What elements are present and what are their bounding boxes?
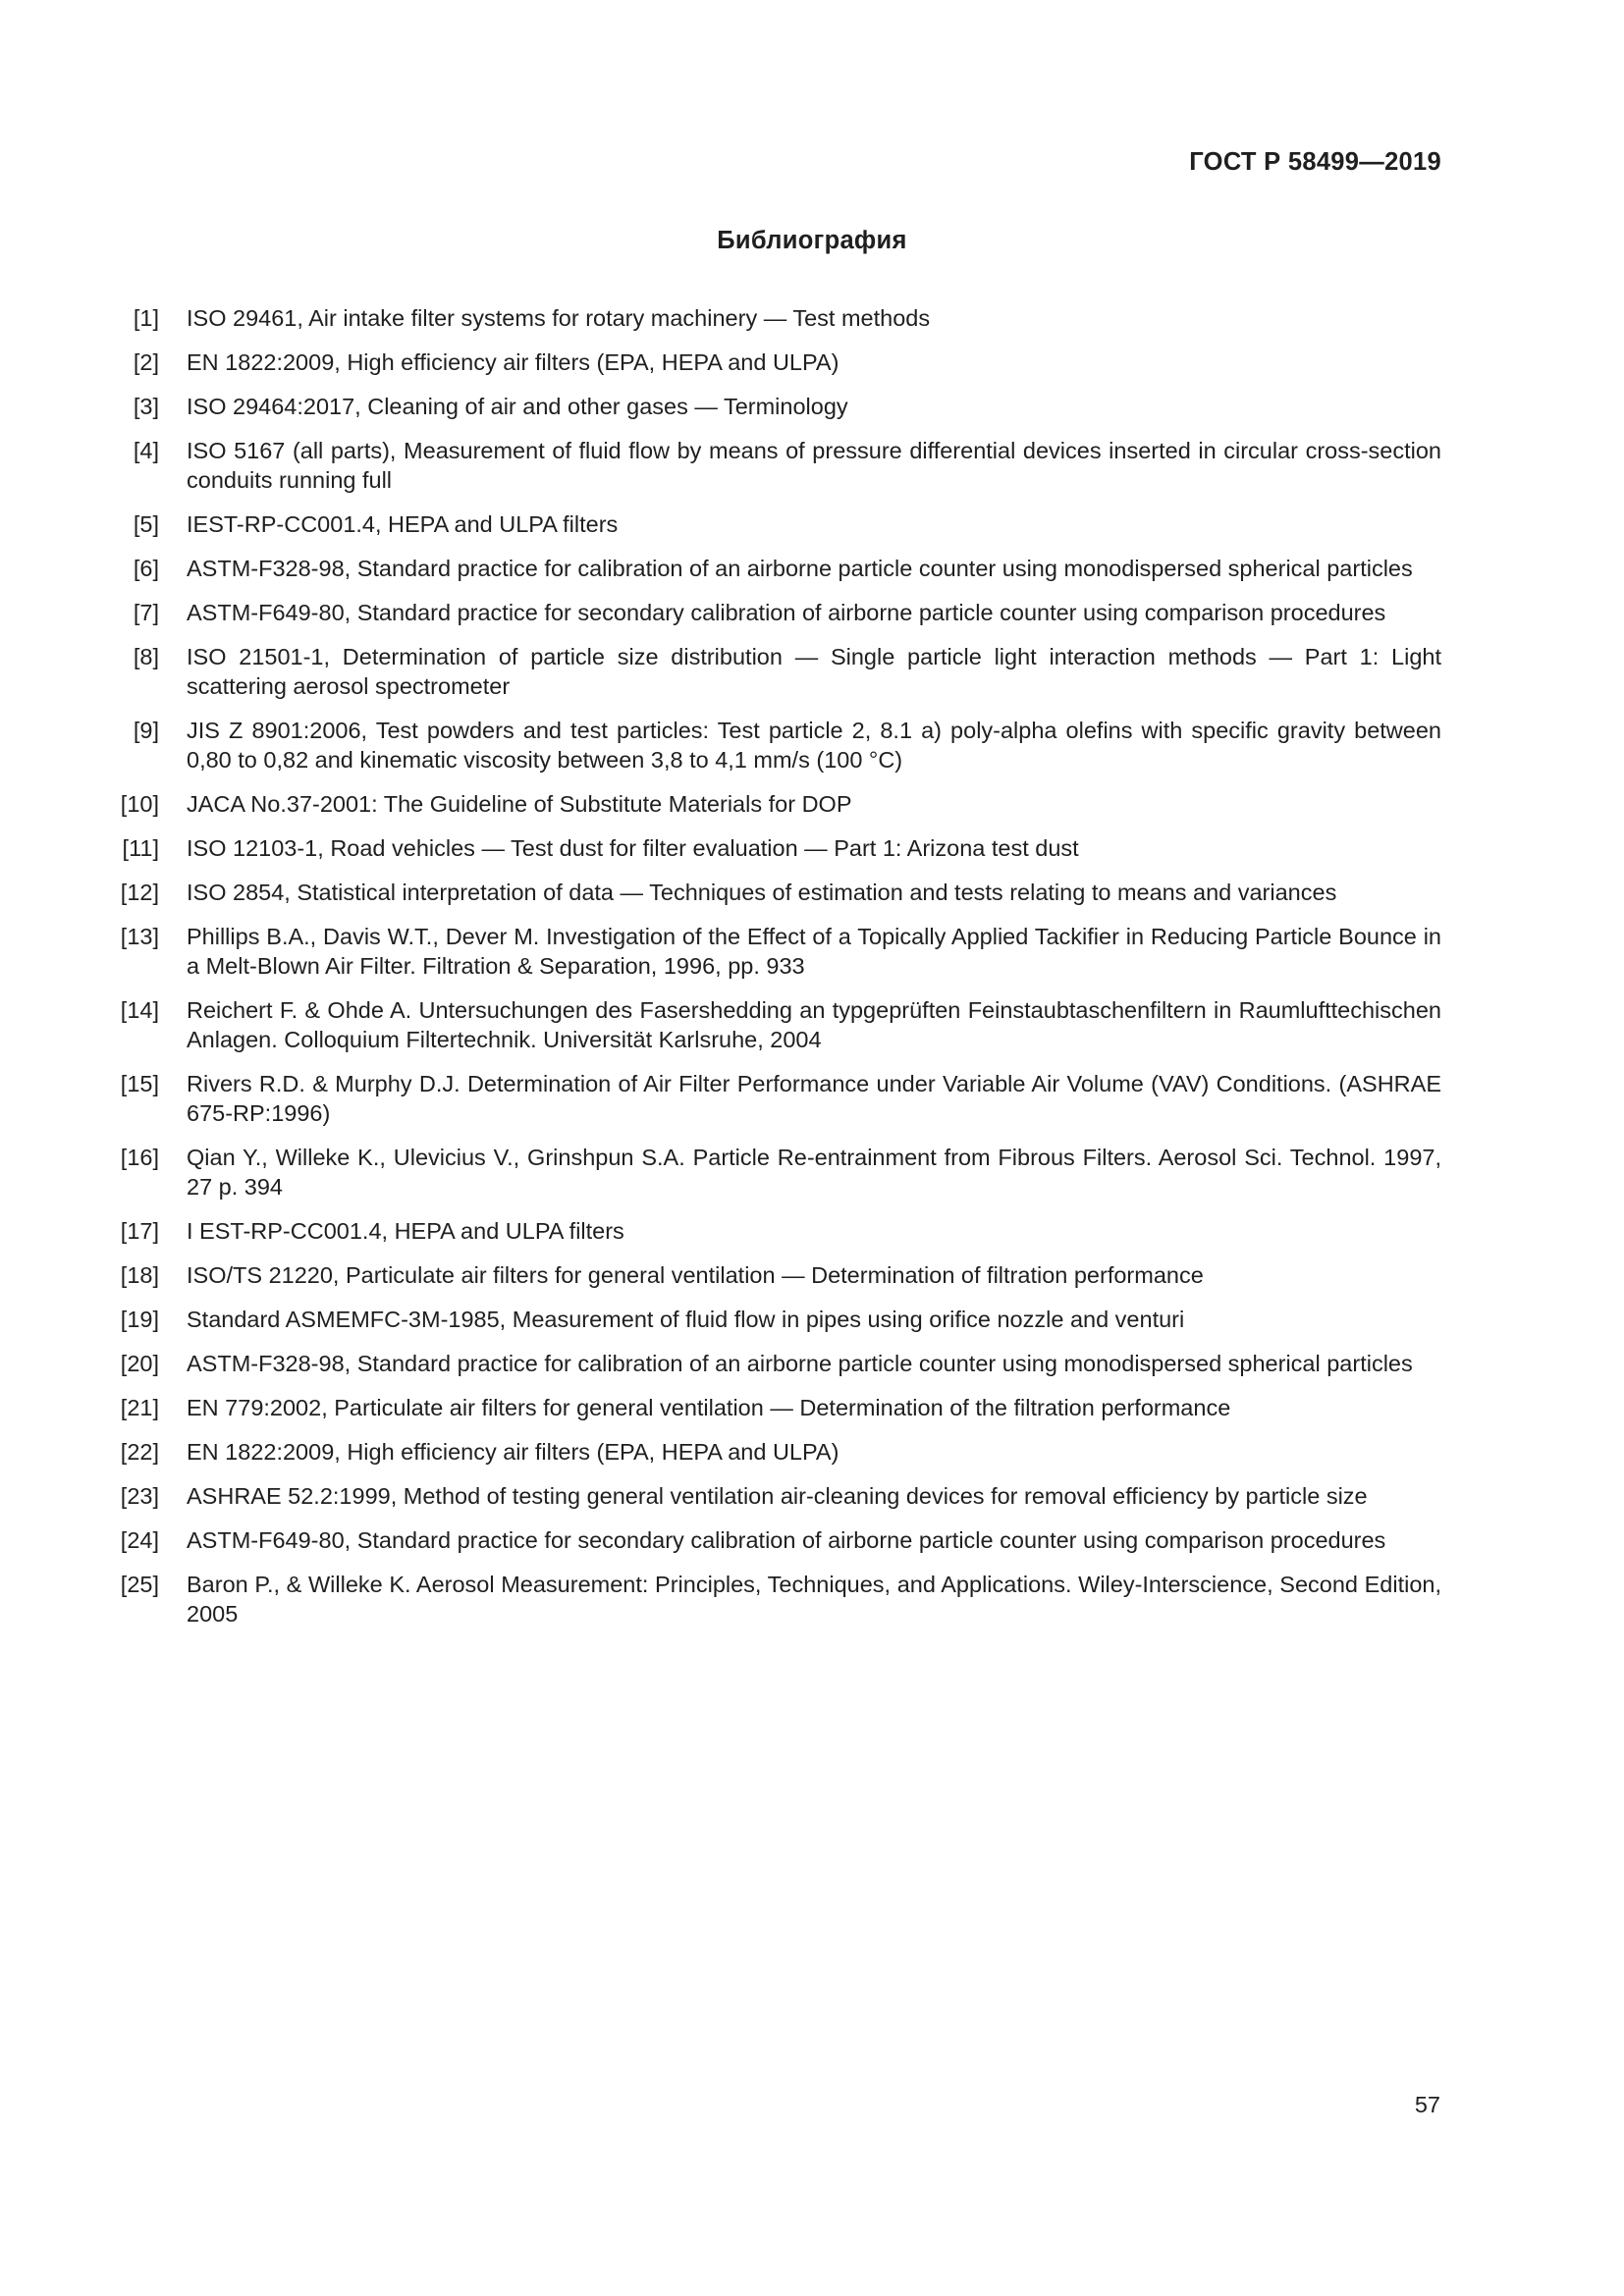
reference-item-12	[116, 878, 1441, 907]
reference-text: ISO 29464:2017, Cleaning of air and other gases — Terminology	[187, 394, 848, 419]
reference-item-22	[116, 1437, 1441, 1467]
reference-text: JIS Z 8901:2006, Test powders and test particles: Test particle 2, 8.1 a) poly-alpha olefins with specific gravity between 0,80 to 0,82 and kinematic viscosity between 3,8 to 4,1 mm/s (100 °C)	[187, 718, 1441, 773]
reference-text: ASHRAE 52.2:1999, Method of testing general ventilation air-cleaning devices for removal efficiency by particle size	[187, 1483, 1368, 1509]
reference-item-9	[116, 716, 1441, 774]
reference-item-17	[116, 1216, 1441, 1246]
reference-item-10	[116, 789, 1441, 819]
reference-item-1	[116, 303, 1441, 333]
reference-item-24	[116, 1525, 1441, 1555]
reference-number: [14]	[120, 997, 159, 1023]
reference-number: [20]	[120, 1351, 159, 1376]
reference-number: [24]	[120, 1527, 159, 1553]
reference-number: [4]	[133, 438, 159, 463]
reference-text: ISO 29461, Air intake filter systems for rotary machinery — Test methods	[187, 305, 931, 331]
reference-item-21	[116, 1393, 1441, 1422]
reference-item-19	[116, 1305, 1441, 1334]
reference-text: Phillips B.A., Davis W.T., Dever M. Investigation of the Effect of a Topically Applied Tackifier in Reducing Particle Bounce in a Melt-Blown Air Filter. Filtration & Separation, 1996, pp. 933	[187, 924, 1441, 979]
reference-number: [19]	[120, 1307, 159, 1332]
reference-number: [2]	[133, 349, 159, 375]
reference-number: [12]	[120, 880, 159, 905]
reference-text: ISO/TS 21220, Particulate air filters for general ventilation — Determination of filtration performance	[187, 1262, 1204, 1288]
reference-number: [11]	[122, 835, 159, 861]
page-number: 57	[1414, 2092, 1440, 2117]
reference-item-6	[116, 554, 1441, 583]
reference-text: EN 1822:2009, High efficiency air filters (EPA, HEPA and ULPA)	[187, 349, 839, 375]
bibliography-title: Библиография	[717, 227, 907, 254]
reference-text: Standard ASMEMFC-3M-1985, Measurement of fluid flow in pipes using orifice nozzle and venturi	[187, 1307, 1185, 1332]
reference-text: ASTM-F649-80, Standard practice for secondary calibration of airborne particle counter using comparison procedures	[187, 600, 1386, 625]
reference-number: [16]	[120, 1145, 159, 1170]
reference-item-7	[116, 598, 1441, 627]
reference-item-25	[116, 1570, 1441, 1629]
reference-number: [5]	[133, 511, 159, 537]
reference-number: [10]	[120, 791, 159, 817]
reference-number: [15]	[120, 1071, 159, 1096]
reference-number: [3]	[133, 394, 159, 419]
reference-text: ASTM-F649-80, Standard practice for secondary calibration of airborne particle counter using comparison procedures	[187, 1527, 1386, 1553]
reference-number: [13]	[120, 924, 159, 949]
reference-text: Rivers R.D. & Murphy D.J. Determination of Air Filter Performance under Variable Air Volume (VAV) Conditions. (ASHRAE 675-RP:1996)	[187, 1071, 1441, 1126]
reference-text: ISO 2854, Statistical interpretation of data — Techniques of estimation and tests relating to means and variances	[187, 880, 1337, 905]
reference-item-2	[116, 347, 1441, 377]
reference-text: I EST-RP-CC001.4, HEPA and ULPA filters	[187, 1218, 624, 1244]
reference-item-23	[116, 1481, 1441, 1511]
reference-text: ISO 12103-1, Road vehicles — Test dust for filter evaluation — Part 1: Arizona test dust	[187, 835, 1079, 861]
reference-text: JACA No.37-2001: The Guideline of Substitute Materials for DOP	[187, 791, 852, 817]
reference-text: ISO 21501-1, Determination of particle size distribution — Single particle light interaction methods — Part 1: Light scattering aerosol spectrometer	[187, 644, 1441, 699]
reference-item-14	[116, 995, 1441, 1054]
reference-number: [25]	[120, 1572, 159, 1597]
reference-text: Qian Y., Willeke K., Ulevicius V., Grinshpun S.A. Particle Re-entrainment from Fibrous Filters. Aerosol Sci. Technol. 1997, 27 p. 394	[187, 1145, 1441, 1200]
reference-number: [17]	[120, 1218, 159, 1244]
reference-item-20	[116, 1349, 1441, 1378]
reference-text: IEST-RP-CC001.4, HEPA and ULPA filters	[187, 511, 619, 537]
reference-item-18	[116, 1260, 1441, 1290]
reference-item-11	[116, 833, 1441, 863]
reference-number: [23]	[120, 1483, 159, 1509]
reference-number: [8]	[133, 644, 159, 669]
reference-number: [6]	[133, 556, 159, 581]
reference-number: [7]	[133, 600, 159, 625]
reference-text: ASTM-F328-98, Standard practice for calibration of an airborne particle counter using monodispersed spherical particles	[187, 1351, 1413, 1376]
reference-item-8	[116, 642, 1441, 701]
reference-number: [18]	[120, 1262, 159, 1288]
reference-item-3	[116, 392, 1441, 421]
reference-text: EN 1822:2009, High efficiency air filters (EPA, HEPA and ULPA)	[187, 1439, 839, 1465]
reference-number: [22]	[120, 1439, 159, 1465]
reference-text: Baron P., & Willeke K. Aerosol Measurement: Principles, Techniques, and Applications. Wiley-Interscience, Second Edition, 2005	[187, 1572, 1441, 1627]
reference-number: [1]	[133, 305, 159, 331]
reference-item-4	[116, 436, 1441, 495]
reference-item-13	[116, 922, 1441, 981]
reference-item-15	[116, 1069, 1441, 1128]
reference-number: [9]	[133, 718, 159, 743]
reference-text: ISO 5167 (all parts), Measurement of fluid flow by means of pressure differential devices inserted in circular cross-section conduits running full	[187, 438, 1441, 493]
standard-designation: ГОСТ Р 58499—2019	[1189, 148, 1441, 176]
reference-text: ASTM-F328-98, Standard practice for calibration of an airborne particle counter using monodispersed spherical particles	[187, 556, 1413, 581]
reference-item-5	[116, 509, 1441, 539]
reference-text: EN 779:2002, Particulate air filters for general ventilation — Determination of the filtration performance	[187, 1395, 1231, 1420]
reference-list	[116, 303, 1441, 1643]
reference-text: Reichert F. & Ohde A. Untersuchungen des Fasershedding an typgeprüften Feinstaubtaschenfiltern in Raumlufttechischen Anlagen. Colloquium Filtertechnik. Universität Karlsruhe, 2004	[187, 997, 1441, 1052]
reference-item-16	[116, 1143, 1441, 1201]
reference-number: [21]	[120, 1395, 159, 1420]
